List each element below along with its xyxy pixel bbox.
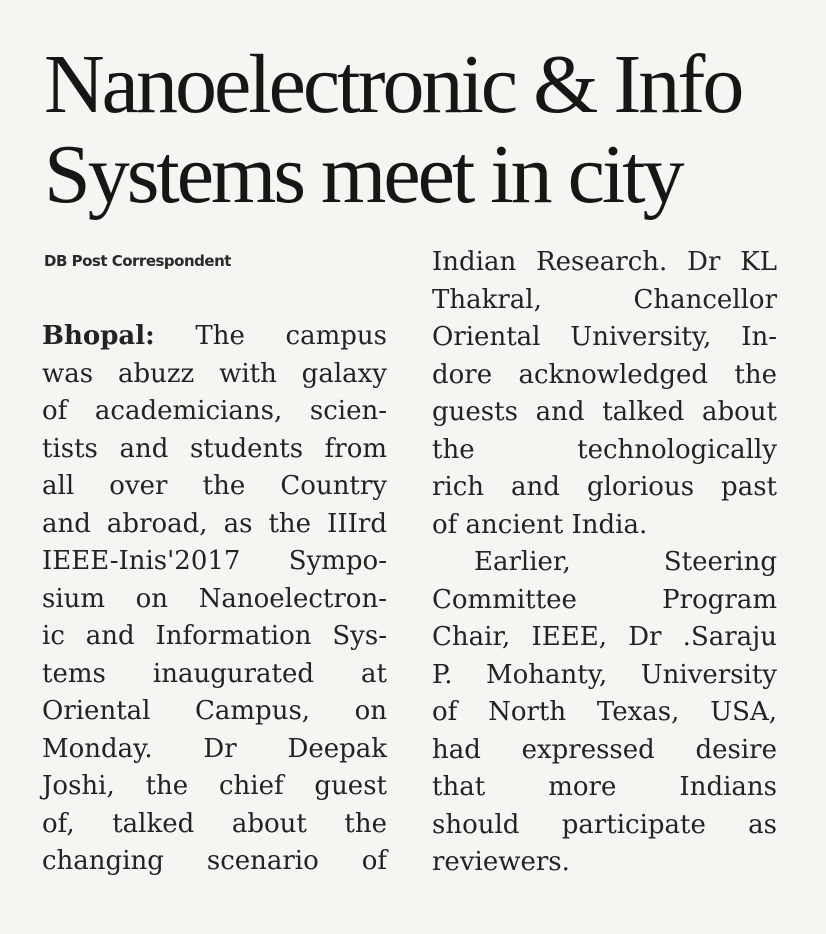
column-left-line-8: sium on Nanoelectron- <box>42 583 387 614</box>
column-left-line-4: tists and students from <box>42 433 387 464</box>
column-left-line-9: ic and Information Sys- <box>42 621 387 651</box>
column-left-line-13: Joshi, the chief guest <box>42 771 387 801</box>
column-right-line-13: of North Texas, USA, <box>432 697 777 727</box>
column-left-line-12: Monday. Dr Deepak <box>42 733 387 764</box>
column-left-line-2: was abuzz with galaxy <box>42 358 387 389</box>
column-left-line-7: IEEE-Inis'2017 Sympo- <box>42 546 387 576</box>
column-right-line-5: guests and talked about <box>432 397 777 427</box>
column-left-line-11: Oriental Campus, on <box>42 696 387 726</box>
column-right-line-8: of ancient India. <box>432 509 648 540</box>
column-right-line-4: dore acknowledged the <box>432 359 777 390</box>
column-right-line-16: should participate as <box>432 809 777 840</box>
column-right-line-10: Committee Program <box>432 584 777 615</box>
headline-line-1: Nanoelectronic & Info <box>44 38 742 131</box>
column-right-line-1: Indian Research. Dr KL <box>432 247 777 277</box>
article-column-right <box>432 244 777 882</box>
column-right-line-11: Chair, IEEE, Dr .Saraju <box>432 622 777 652</box>
column-left-line-1 <box>42 318 387 356</box>
article-column-left <box>42 318 387 881</box>
headline-line-2: Systems meet in city <box>44 128 682 221</box>
article-byline: DB Post Correspondent <box>44 252 231 270</box>
article-headline <box>44 40 804 220</box>
column-right-line-15: that more Indians <box>432 772 777 802</box>
column-right-line-17: reviewers. <box>432 847 570 877</box>
column-right-line-6: the technologically <box>432 434 777 465</box>
column-left-line-15: changing scenario of <box>42 846 387 876</box>
column-right-line-12: P. Mohanty, University <box>432 659 777 690</box>
article-dateline: Bhopal: <box>42 321 155 351</box>
column-left-line-14: of, talked about the <box>42 808 387 839</box>
column-left-line-1-text: The campus <box>195 321 387 351</box>
column-left-line-5: all over the Country <box>42 471 387 501</box>
column-left-line-6: and abroad, as the IIIrd <box>42 508 387 539</box>
column-right-line-2: Thakral, Chancellor <box>432 284 777 315</box>
column-right-line-3: Oriental University, In- <box>432 322 777 352</box>
column-left-line-3: of academicians, scien- <box>42 396 387 426</box>
column-left-line-10: tems inaugurated at <box>42 658 387 689</box>
column-right-line-7: rich and glorious past <box>432 472 777 502</box>
column-right-line-14: had expressed desire <box>432 734 777 765</box>
column-right-line-9: Earlier, Steering <box>474 547 777 577</box>
